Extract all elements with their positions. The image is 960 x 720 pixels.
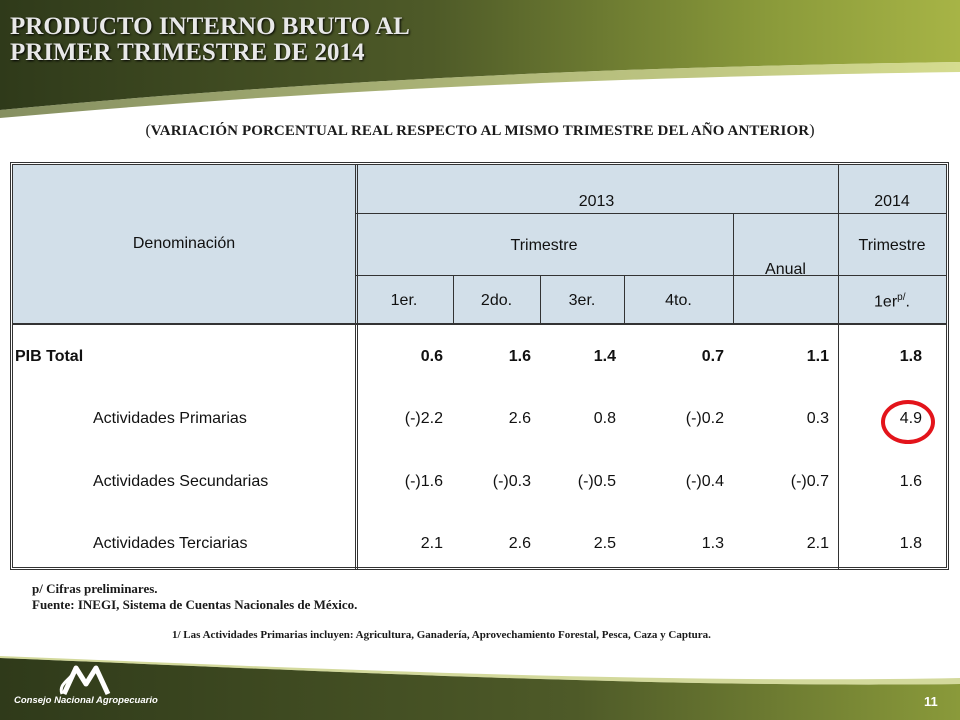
header-trimestre-2014: Trimestre (858, 237, 926, 254)
header-quarter-2: 2do. (480, 292, 513, 309)
divider (355, 275, 946, 276)
subtitle (0, 122, 960, 140)
table-cell: (-)1.6 (404, 473, 443, 490)
header-year-2013: 2013 (578, 193, 615, 210)
title-line-1: PRODUCTO INTERNO BRUTO AL (10, 13, 410, 40)
table-cell: 1.3 (701, 535, 724, 552)
table-cell: (-)0.5 (577, 473, 616, 490)
subtitle-text: VARIACIÓN PORCENTUAL REAL RESPECTO AL MISMO TRIMESTRE DEL AÑO ANTERIOR (150, 123, 810, 139)
table-cell: 1.8 (899, 348, 922, 365)
quarter-2014-label: 1er (874, 293, 898, 311)
table-cell: 2.1 (806, 535, 829, 552)
note-preliminary: p/ Cifras preliminares. (32, 581, 158, 596)
table-cell: 0.6 (420, 348, 443, 365)
page-title (10, 14, 410, 66)
subtitle-close-paren: ) (809, 122, 815, 139)
cna-logo-icon (14, 660, 124, 696)
header-quarter-4: 4to. (665, 292, 692, 309)
highlight-circle (881, 400, 935, 444)
subtitle-open-paren: ( (145, 122, 151, 139)
table-cell: 0.3 (806, 410, 829, 427)
table-cell: 2.6 (508, 535, 531, 552)
preliminary-superscript: p/ (897, 292, 906, 303)
divider (355, 165, 358, 569)
row-label-terciarias: Actividades Terciarias (93, 535, 248, 552)
header-quarter-2014 (838, 292, 946, 311)
row-label-secundarias: Actividades Secundarias (93, 473, 269, 490)
table-cell-highlighted: 4.9 (899, 410, 922, 427)
footer-band (0, 640, 960, 720)
table-cell: (-)0.2 (685, 410, 724, 427)
table-cell: 1.6 (899, 473, 922, 490)
quarter-2014-dot: . (905, 293, 910, 311)
row-label-pib-total: PIB Total (15, 348, 84, 365)
header-quarter-3: 3er. (568, 292, 596, 309)
gdp-table (10, 162, 949, 570)
row-label-primarias: Actividades Primarias (93, 410, 247, 427)
table-cell: 0.8 (593, 410, 616, 427)
notes (32, 581, 357, 613)
divider (838, 165, 839, 569)
table-cell: 0.7 (701, 348, 724, 365)
table-cell: 1.8 (899, 535, 922, 552)
table-cell: (-)2.2 (404, 410, 443, 427)
table-cell: 2.1 (420, 535, 443, 552)
table-cell: (-)0.4 (685, 473, 724, 490)
note-footnote: 1/ Las Actividades Primarias incluyen: Agricultura, Ganadería, Aprovechamiento Forestal, Pesca, Caza y Captura. (172, 629, 711, 641)
table-cell: 1.1 (806, 348, 829, 365)
header-denominacion: Denominación (132, 235, 236, 252)
page-number: 11 (924, 694, 938, 709)
divider (355, 213, 946, 214)
title-line-2: PRIMER TRIMESTRE DE 2014 (10, 39, 365, 66)
logo-text: Consejo Nacional Agropecuario (14, 695, 158, 706)
table-cell: 1.4 (593, 348, 616, 365)
table-cell: 2.5 (593, 535, 616, 552)
header-anual: Anual (765, 261, 806, 278)
divider (13, 323, 946, 325)
note-source: Fuente: INEGI, Sistema de Cuentas Nacionales de México. (32, 597, 358, 612)
table-cell: (-)0.7 (790, 473, 829, 490)
table-cell: (-)0.3 (492, 473, 531, 490)
table-cell: 2.6 (508, 410, 531, 427)
header-quarter-1: 1er. (390, 292, 418, 309)
header-trimestre: Trimestre (510, 237, 578, 254)
table-cell: 1.6 (508, 348, 531, 365)
header-year-2014: 2014 (874, 193, 910, 210)
